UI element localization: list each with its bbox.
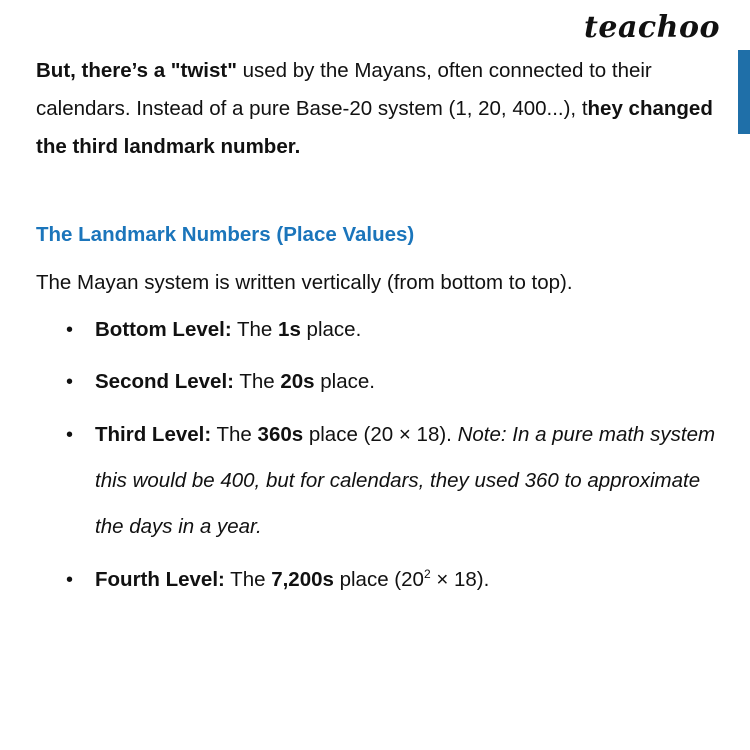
level-value: 7,200s <box>271 568 334 591</box>
intro-bold-2: hey changed the third landmark number. <box>36 97 713 158</box>
intro-text: used by the Mayans, often connected to their calendars. Instead of a pure Base-20 system (1, 20, 400...), t <box>36 59 652 120</box>
level-text: The <box>234 370 281 393</box>
list-item-third-level <box>36 412 716 550</box>
level-text: place (20 × 18). <box>303 423 458 446</box>
document-body <box>36 52 716 610</box>
level-text: × 18). <box>430 568 490 591</box>
level-note: Note: In a pure math system this would be 400, but for calendars, they used 360 to approximate the days in a year. <box>95 423 716 538</box>
list-item-fourth-level <box>36 558 716 602</box>
level-text: The <box>231 318 279 341</box>
bullet: • <box>66 371 74 393</box>
level-label: Fourth Level: <box>95 568 225 591</box>
bullet: • <box>66 424 74 446</box>
level-label: Third Level: <box>95 423 212 446</box>
level-text: place. <box>300 318 362 341</box>
level-label: Second Level: <box>95 370 234 393</box>
intro-paragraph <box>36 52 716 166</box>
teachoo-logo: teachoo <box>584 10 720 45</box>
level-value: 360s <box>257 423 304 446</box>
list-item-bottom-level <box>36 308 716 352</box>
level-text: place (20 <box>333 568 424 591</box>
superscript: 2 <box>423 567 431 581</box>
level-text: The <box>224 568 272 591</box>
scrollbar[interactable] <box>738 0 750 750</box>
level-text: place. <box>314 370 375 393</box>
scrollbar-thumb[interactable] <box>738 50 750 134</box>
description-line: The Mayan system is written vertically (from bottom to top). <box>36 271 573 294</box>
level-label: Bottom Level: <box>95 318 232 341</box>
level-text: The <box>211 423 258 446</box>
bullet: • <box>66 319 74 341</box>
list-item-second-level <box>36 360 716 404</box>
levels-list <box>36 308 716 602</box>
level-value: 1s <box>278 318 301 341</box>
bullet: • <box>66 569 74 591</box>
section-heading: The Landmark Numbers (Place Values) <box>36 223 415 246</box>
level-value: 20s <box>280 370 315 393</box>
intro-bold: But, there’s a "twist" <box>36 59 237 82</box>
